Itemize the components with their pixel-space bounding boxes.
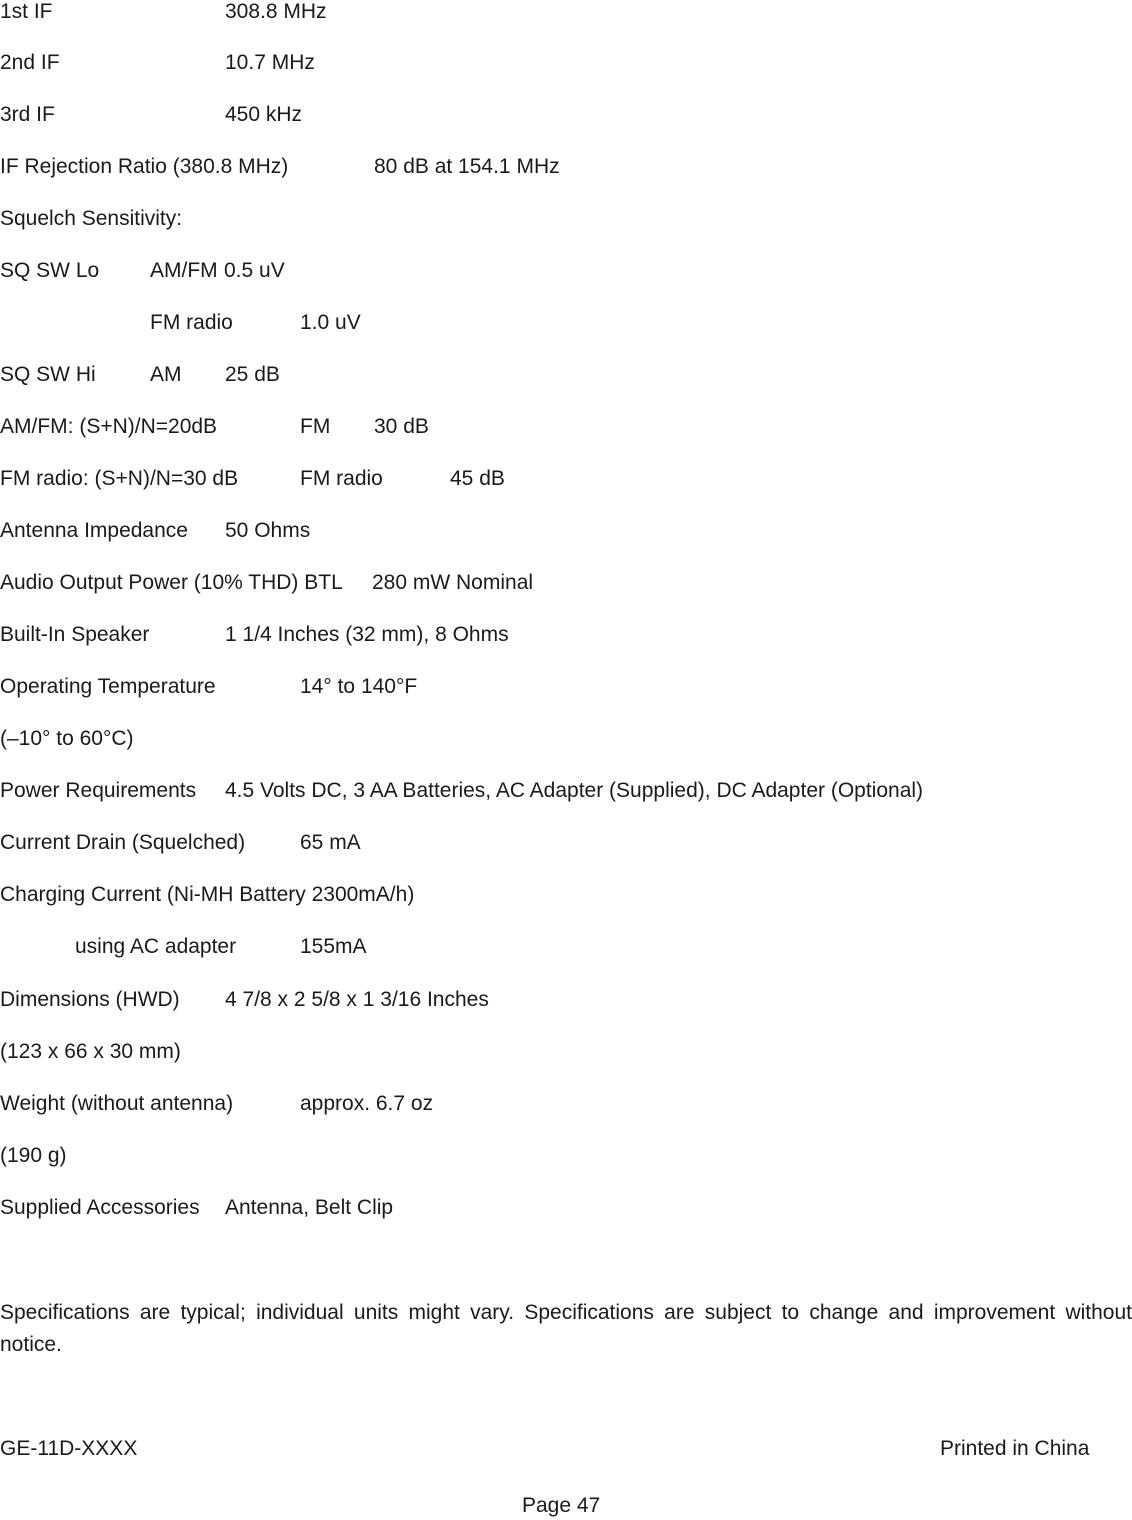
current-drain-label: Current Drain (Squelched): [0, 831, 246, 854]
if1-value: 308.8 MHz: [225, 0, 327, 23]
audio-value: 280 mW Nominal: [372, 571, 534, 594]
if3-value: 450 kHz: [225, 103, 303, 126]
charging-label: Charging Current (Ni-MH Battery 2300mA/h): [0, 883, 415, 906]
power-value: 4.5 Volts DC, 3 AA Batteries, AC Adapter (Supplied), DC Adapter (Optional): [225, 779, 924, 802]
dimensions-label: Dimensions (HWD): [0, 988, 180, 1011]
if3-label: 3rd IF: [0, 103, 55, 126]
weight-value: approx. 6.7 oz: [300, 1092, 434, 1115]
sq-hi-am-value: 25 dB: [225, 363, 280, 386]
am-fm-snr-condition: AM/FM: (S+N)/N=20dB: [0, 415, 218, 438]
sq-hi-am-mode: AM: [150, 363, 182, 386]
antenna-value: 50 Ohms: [225, 519, 311, 542]
sq-hi-fm-radio-value: 45 dB: [450, 467, 505, 490]
squelch-heading: Squelch Sensitivity:: [0, 207, 183, 230]
sq-lo-am-fm-mode: AM/FM: [150, 259, 218, 282]
audio-label: Audio Output Power (10% THD) BTL: [0, 571, 343, 594]
current-drain-value: 65 mA: [300, 831, 361, 854]
disclaimer-paragraph: Specifications are typical; individual units might vary. Specifications are subject to change and improvement without notice.: [0, 1301, 1132, 1356]
power-label: Power Requirements: [0, 779, 197, 802]
weight-metric: (190 g): [0, 1144, 67, 1167]
sq-lo-fm-radio-value: 1.0 uV: [300, 311, 361, 334]
model-number: GE-11D-XXXX: [0, 1437, 138, 1460]
antenna-label: Antenna Impedance: [0, 519, 188, 542]
temperature-celsius: (–10° to 60°C): [0, 727, 134, 750]
charging-sub-label: using AC adapter: [75, 935, 237, 958]
weight-label: Weight (without antenna): [0, 1092, 234, 1115]
sq-hi-label: SQ SW Hi: [0, 363, 96, 386]
sq-hi-fm-mode: FM: [300, 415, 331, 438]
if2-value: 10.7 MHz: [225, 51, 315, 74]
accessories-label: Supplied Accessories: [0, 1196, 200, 1219]
if1-label: 1st IF: [0, 0, 53, 23]
if-rejection-value: 80 dB at 154.1 MHz: [374, 155, 560, 178]
temperature-label: Operating Temperature: [0, 675, 216, 698]
page-number: Page 47: [522, 1494, 601, 1517]
speaker-label: Built-In Speaker: [0, 623, 150, 646]
charging-sub-value: 155mA: [300, 935, 367, 958]
if2-label: 2nd IF: [0, 51, 60, 74]
sq-lo-am-fm-value: 0.5 uV: [224, 259, 285, 282]
speaker-value: 1 1/4 Inches (32 mm), 8 Ohms: [225, 623, 509, 646]
if-rejection-label: IF Rejection Ratio (380.8 MHz): [0, 155, 289, 178]
accessories-value: Antenna, Belt Clip: [225, 1196, 394, 1219]
sq-lo-fm-radio-mode: FM radio: [150, 311, 233, 334]
sq-hi-fm-value: 30 dB: [374, 415, 429, 438]
fm-radio-snr-condition: FM radio: (S+N)/N=30 dB: [0, 467, 239, 490]
sq-lo-label: SQ SW Lo: [0, 259, 100, 282]
dimensions-metric: (123 x 66 x 30 mm): [0, 1040, 181, 1063]
printed-in-label: Printed in China: [940, 1437, 1090, 1460]
sq-hi-fm-radio-mode: FM radio: [300, 467, 383, 490]
dimensions-value: 4 7/8 x 2 5/8 x 1 3/16 Inches: [225, 988, 489, 1011]
temperature-value: 14° to 140°F: [300, 675, 418, 698]
